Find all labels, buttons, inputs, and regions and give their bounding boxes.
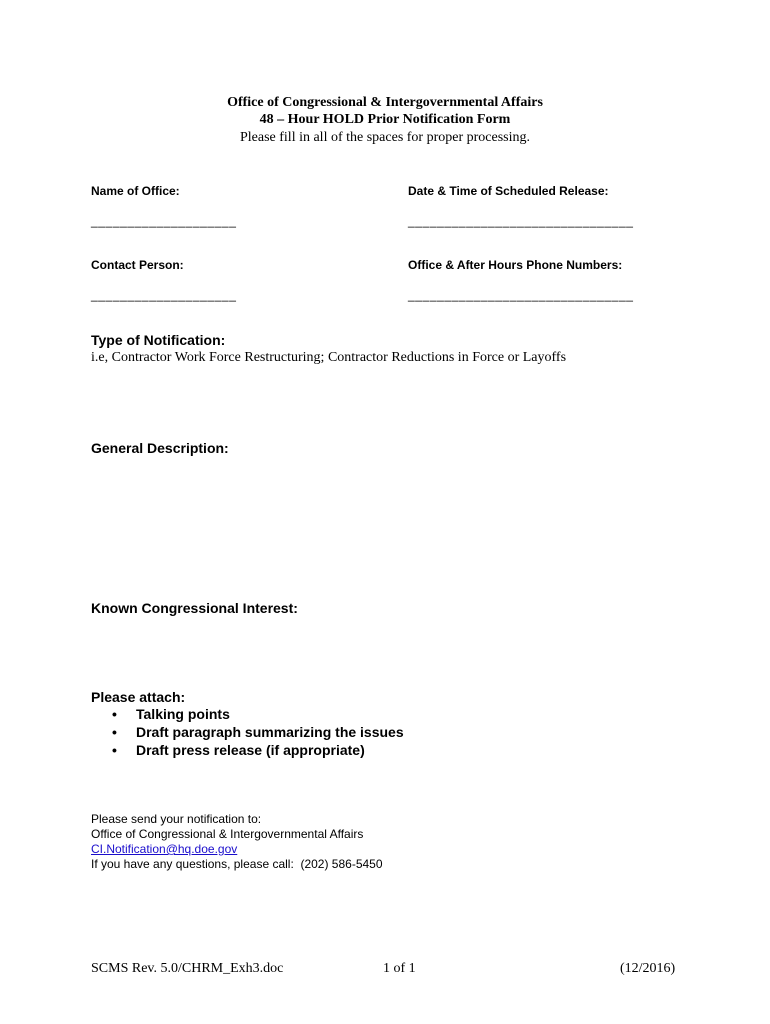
footer-doc-id: SCMS Rev. 5.0/CHRM_Exh3.doc	[91, 961, 284, 976]
type-of-notification-example: i.e, Contractor Work Force Restructuring; Contractor Reductions in Force or Layoffs	[91, 350, 567, 365]
footer-page-number: 1 of 1	[383, 961, 416, 976]
release-datetime-field[interactable]: _______________________________	[408, 214, 634, 228]
please-attach-title: Please attach:	[91, 689, 186, 705]
send-to-text: Please send your notification to:	[91, 812, 262, 826]
attachment-label: Talking points	[136, 706, 230, 722]
list-item	[91, 723, 404, 741]
name-of-office-field[interactable]: ____________________	[91, 214, 237, 228]
contact-person-field[interactable]: ____________________	[91, 288, 237, 302]
form-instruction: Please fill in all of the spaces for proper processing.	[239, 130, 531, 145]
contact-office: Office of Congressional & Intergovernmental Affairs	[91, 827, 364, 841]
list-item	[91, 741, 404, 759]
name-of-office-label: Name of Office:	[91, 184, 180, 198]
attachment-label: Draft press release (if appropriate)	[136, 742, 365, 758]
congressional-interest-title: Known Congressional Interest:	[91, 600, 298, 616]
type-of-notification-title: Type of Notification:	[91, 332, 226, 348]
bullet-icon: •	[112, 742, 117, 758]
phone-numbers-label: Office & After Hours Phone Numbers:	[408, 258, 623, 272]
phone-numbers-field[interactable]: _______________________________	[408, 288, 634, 302]
attachment-list	[91, 705, 404, 759]
office-heading: Office of Congressional & Intergovernmental Affairs	[227, 95, 543, 110]
form-title: 48 – Hour HOLD Prior Notification Form	[259, 112, 511, 127]
bullet-icon: •	[112, 724, 117, 740]
release-datetime-label: Date & Time of Scheduled Release:	[408, 184, 609, 198]
questions-text: If you have any questions, please call: (202) 586-5450	[91, 857, 383, 871]
attachment-label: Draft paragraph summarizing the issues	[136, 724, 404, 740]
footer-date: (12/2016)	[620, 961, 676, 976]
bullet-icon: •	[112, 706, 117, 722]
general-description-title: General Description:	[91, 440, 229, 456]
list-item	[91, 705, 404, 723]
contact-block	[91, 812, 383, 872]
contact-person-label: Contact Person:	[91, 258, 184, 272]
email-link[interactable]: CI.Notification@hq.doe.gov	[91, 842, 238, 856]
